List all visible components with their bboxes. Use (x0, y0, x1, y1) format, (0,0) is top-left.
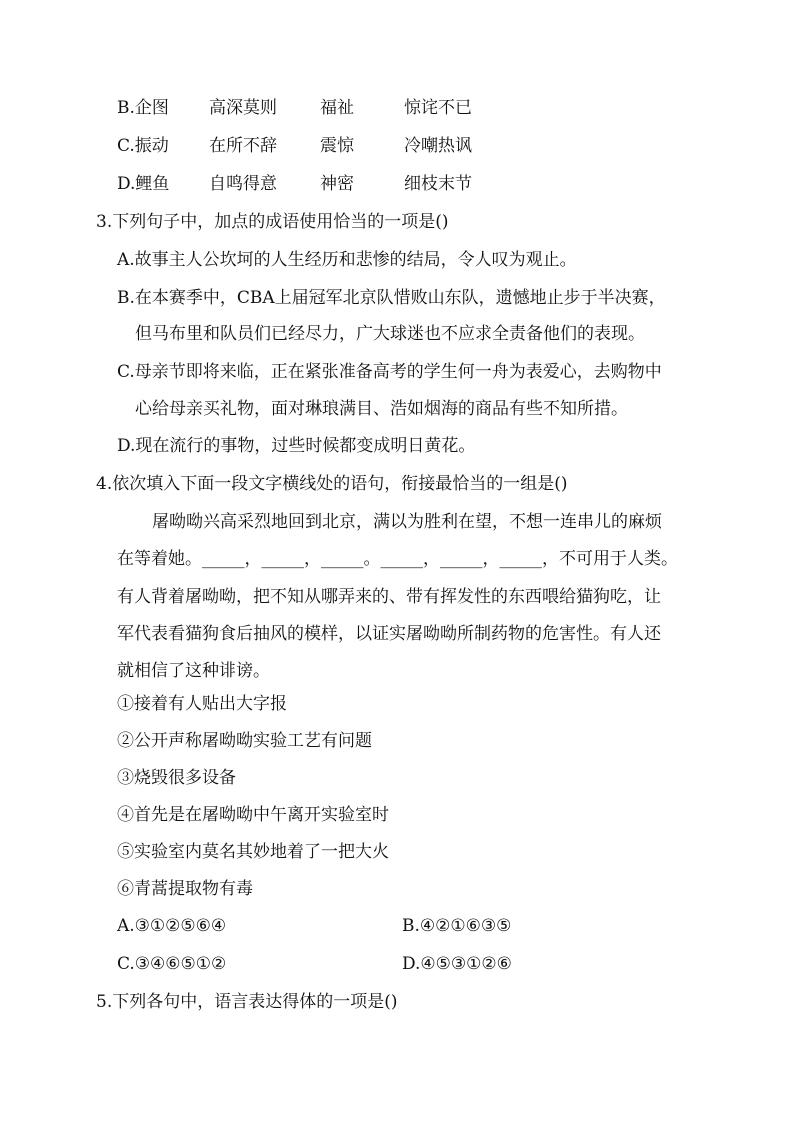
q4-passage-line2: 在等着她。_____，_____，_____。_____，_____，_____，不可用于人类。 (117, 549, 678, 569)
q4-option-b: B.④②①⑥③⑤ (402, 916, 512, 936)
option-word: 细枝末节 (404, 174, 472, 194)
option-letter: D.鲤鱼 (117, 174, 170, 194)
option-word: 高深莫则 (209, 98, 277, 118)
q4-option-a: A.③①②⑤⑥④ (117, 916, 227, 936)
q3-option-c-line2: 心给母亲买礼物，面对琳琅满目、浩如烟海的商品有些不知所措。 (135, 399, 628, 419)
q4-item-4: ④首先是在屠呦呦中午离开实验室时 (117, 805, 389, 825)
question-5-stem: 5.下列各句中，语言表达得体的一项是() (96, 992, 398, 1012)
q3-option-d: D.现在流行的事物，过些时候都变成明日黄花。 (117, 436, 476, 456)
option-word: 神密 (320, 174, 354, 194)
option-word: 自鸣得意 (209, 174, 277, 194)
q3-option-a: A.故事主人公坎坷的人生经历和悲惨的结局，令人叹为观止。 (117, 250, 577, 270)
option-word: 惊诧不已 (404, 98, 472, 118)
q4-item-2: ②公开声称屠呦呦实验工艺有问题 (117, 731, 372, 751)
q4-option-d: D.④⑤③①②⑥ (402, 954, 512, 974)
q4-passage-line4: 军代表看猫狗食后抽风的模样，以证实屠呦呦所制药物的危害性。有人还 (117, 624, 661, 644)
q3-option-b-line2: 但马布里和队员们已经尽力，广大球迷也不应求全责备他们的表现。 (135, 324, 645, 344)
option-word: 在所不辞 (209, 136, 277, 156)
option-letter: B.企图 (117, 98, 169, 118)
q3-option-c-line1: C.母亲节即将来临，正在紧张准备高考的学生何一舟为表爱心，去购物中 (117, 362, 662, 382)
option-letter: C.振动 (117, 136, 169, 156)
option-word: 冷嘲热讽 (404, 136, 472, 156)
question-3-stem: 3.下列句子中，加点的成语使用恰当的一项是() (96, 212, 449, 232)
question-4-stem: 4.依次填入下面一段文字横线处的语句，衔接最恰当的一组是() (96, 474, 568, 494)
q4-passage-line3: 有人背着屠呦呦，把不知从哪弄来的、带有挥发性的东西喂给猫狗吃，让 (117, 587, 661, 607)
option-word: 福祉 (320, 98, 354, 118)
option-word: 震惊 (320, 136, 354, 156)
q4-passage-line1: 屠呦呦兴高采烈地回到北京，满以为胜利在望，不想一连串儿的麻烦 (152, 512, 662, 532)
q4-item-3: ③烧毁很多设备 (117, 768, 236, 788)
q4-passage-line5: 就相信了这种诽谤。 (117, 661, 270, 681)
q3-option-b-line1: B.在本赛季中，CBA上届冠军北京队惜败山东队，遗憾地止步于半决赛， (117, 288, 666, 308)
q4-option-c: C.③④⑥⑤①② (117, 954, 227, 974)
q4-item-6: ⑥青蒿提取物有毒 (117, 879, 253, 899)
q4-item-1: ①接着有人贴出大字报 (117, 694, 287, 714)
q4-item-5: ⑤实验室内莫名其妙地着了一把大火 (117, 842, 389, 862)
